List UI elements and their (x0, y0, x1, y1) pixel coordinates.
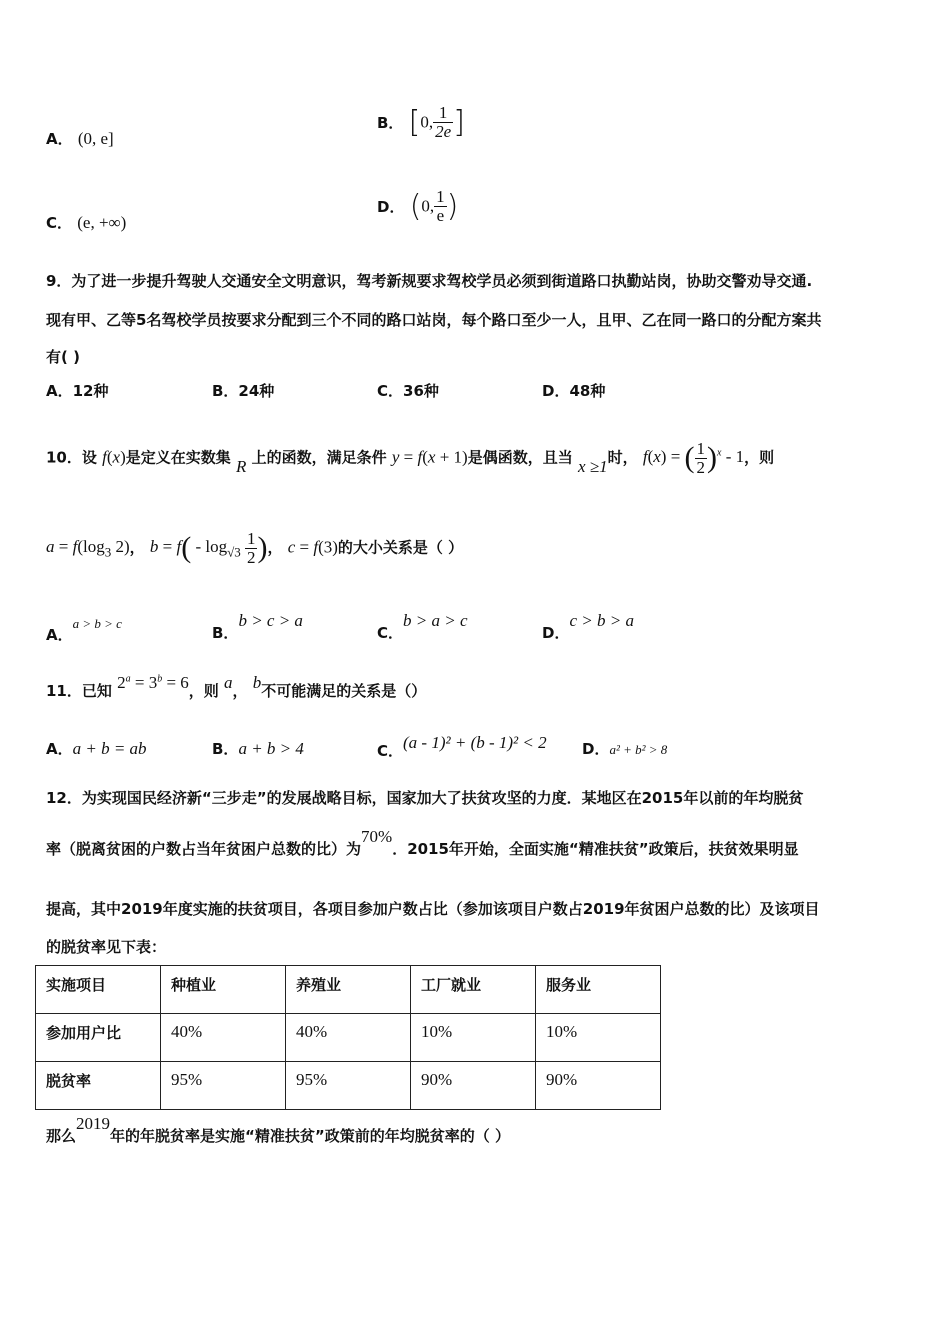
q8-option-c[interactable]: C． (e, +∞) (46, 213, 127, 232)
q10-option-b[interactable]: B．b > c > a (212, 611, 303, 642)
q10-b: $b = f( - \log_{√3}$ $\frac{1}{2}$ ) (149, 529, 268, 567)
q8-option-b-fraction: $\frac{1}{2e}$ (435, 103, 452, 141)
q12-table (35, 965, 661, 1110)
q9-option-a[interactable]: A．12种 (46, 382, 109, 400)
q8-option-b[interactable]: B． [0, $\frac{1}{2e}$ ] (377, 103, 465, 141)
q10-condition: x ≥1 (577, 457, 608, 477)
q10-c: c = f(3) (287, 537, 338, 557)
q9-line-1: 9．为了进一步提升驾驶人交通安全文明意识，驾考新规要求驾校学员必须到街道路口执勤站岗，协助交警劝导交通. (46, 272, 813, 290)
q12-year: 2019 (76, 1114, 111, 1133)
q12-line-2: 率（脱离贫困的户数占当年贫困户总数的比）为70%．2015年开始，全面实施“精准扶贫”政策后，扶贫效果明显 (46, 827, 799, 858)
q12-rate: 70% (361, 827, 393, 846)
q11-option-b[interactable]: B．a + b > 4 (212, 739, 304, 758)
q11-option-a[interactable]: A．a + b = ab (46, 739, 147, 758)
q10-a: $a = f(\log_3$ 2) (46, 537, 130, 560)
q12-question: 那么2019年的年脱贫率是实施“精准扶贫”政策前的年均脱贫率的（ ） (46, 1114, 510, 1145)
q10-option-c[interactable]: C．b > a > c (377, 611, 468, 642)
q11-equation: $2^a = 3^b = 6$ (117, 673, 189, 692)
q9-line-2: 现有甲、乙等5名驾校学员按要求分配到三个不同的路口站岗，每个路口至少一人，且甲、乙在同一路口的分配方案共 (46, 311, 822, 329)
q10-set-r: R (235, 457, 247, 477)
q11-option-d[interactable]: D．a² + b² > 8 (582, 740, 668, 758)
q9-line-3: 有( ) (46, 348, 80, 366)
q12-line-3: 提高，其中2019年度实施的扶贫项目，各项目参加户数占比（参加该项目户数占2019年贫困户总数的比）及该项目 (46, 900, 820, 918)
q12-line-4: 的脱贫率见下表： (46, 938, 167, 956)
q8-option-a[interactable]: A． (0, e] (46, 129, 114, 148)
q8-option-d-fraction: $\frac{1}{e}$ (436, 187, 445, 225)
q8-option-c-expr: (e, +∞) (77, 213, 127, 232)
q9-option-d[interactable]: D．48种 (542, 382, 606, 400)
q10-even-fn: y = f(x + 1) (391, 447, 468, 467)
q11-stem: 11．已知 $2^a = 3^b = 6$，则 a， b不可能满足的关系是（） (46, 673, 427, 700)
q11-option-c[interactable]: C．(a - 1)² + (b - 1)² < 2 (377, 733, 547, 760)
table-header-row: 实施项目 种植业 养殖业 工厂就业 服务业 (36, 966, 661, 1014)
q10-abc: $a = f(\log_3$ 2)， $b = f( - \log_{√3}$ $\frac{1}{2}$ )， c = f(3)的大小关系是（ ） (46, 529, 464, 567)
q12-line-1: 12．为实现国民经济新“三步走”的发展战略目标，国家加大了扶贫攻坚的力度．某地区在2015年以前的年均脱贫 (46, 789, 804, 807)
q8-option-a-expr: (0, e] (77, 129, 114, 148)
q10-def: f(x) = ( $\frac{1}{2}$ )$^x$ - 1 (642, 439, 745, 477)
q10-option-a[interactable]: A．a > b > c (46, 616, 122, 644)
q10-stem: 10．设 f(x)是定义在实数集 R 上的函数，满足条件 y = f(x + 1)是偶函数，且当 x ≥1时， f(x) = ( $\frac{1}{2}$ )$^x$ - 1，则 (46, 439, 775, 477)
q10-option-d[interactable]: D．c > b > a (542, 611, 634, 642)
q8-option-d[interactable]: D． (0, $\frac{1}{e}$ ) (377, 187, 459, 225)
table-row: 脱贫率 95% 95% 90% 90% (36, 1062, 661, 1110)
q10-fx: f(x) (102, 447, 126, 467)
q9-option-b[interactable]: B．24种 (212, 382, 275, 400)
table-row: 参加用户比 40% 40% 10% 10% (36, 1014, 661, 1062)
q9-option-c[interactable]: C．36种 (377, 382, 439, 400)
